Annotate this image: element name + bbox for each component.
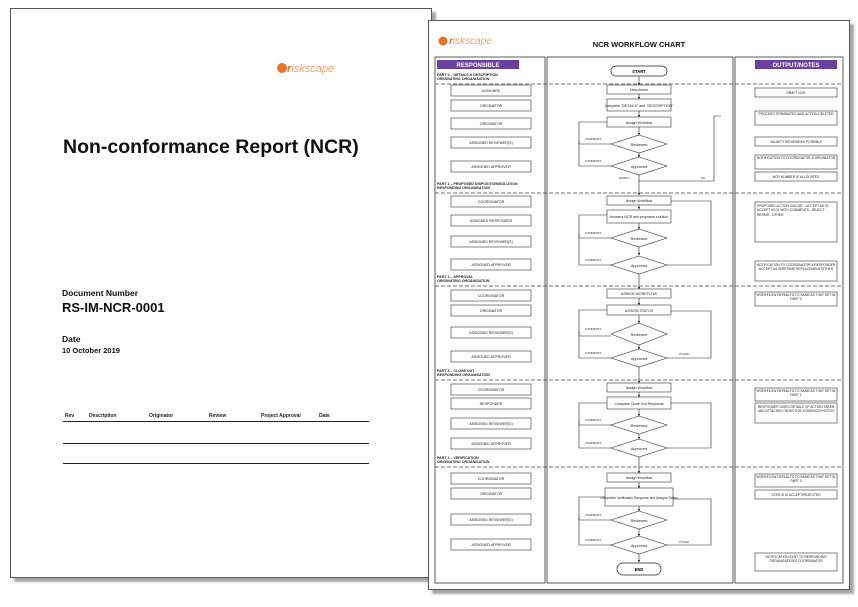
- section-title: PART 2 – APPROVAL: [437, 275, 474, 279]
- svg-text:ORIGINATOR: ORIGINATOR: [479, 309, 503, 313]
- flow-label: NO: [701, 176, 706, 180]
- svg-text:Reviewed: Reviewed: [630, 143, 648, 147]
- process-box: [607, 210, 671, 223]
- process-box: [605, 99, 674, 111]
- note-box: NOTIFICATION TO COORDINATOR & RESPONDER ACCEPT AS IS/REPAIR/ REPLACEMENT/OTHER: [755, 261, 837, 281]
- col-originator: Originator: [149, 413, 174, 419]
- responsible-box: [451, 100, 531, 111]
- process-box: [607, 85, 671, 94]
- svg-text:ASSIGNED APPROVER: ASSIGNED APPROVER: [471, 543, 511, 547]
- svg-text:ASSIGNEE: ASSIGNEE: [481, 89, 501, 93]
- svg-text:ORIGINATOR: ORIGINATOR: [479, 492, 503, 496]
- responsible-box: [451, 384, 531, 395]
- svg-text:VALIDITY REVIEWERS POSSIBLE: VALIDITY REVIEWERS POSSIBLE: [769, 140, 823, 144]
- responsible-box: [451, 161, 531, 172]
- col-description: Description: [89, 413, 117, 419]
- note-box: WORKFLOW DEFAULTS TO SAME AS THAT SET IN PART 0: [755, 474, 837, 487]
- flow-label: COMMENTS: [585, 327, 602, 331]
- decision-approved: [611, 349, 667, 367]
- decision-reviewed: [611, 416, 667, 434]
- revision-table-header: [63, 413, 369, 422]
- decision-reviewed: [611, 511, 667, 529]
- svg-text:Complete Close Out Response: Complete Close Out Response: [614, 402, 664, 406]
- svg-text:ASSIGNED APPROVER: ASSIGNED APPROVER: [471, 355, 511, 359]
- note-box: WORKFLOW DEFAULTS TO SAME AS THAT SET IN PART 0: [755, 292, 837, 306]
- table-row: [63, 463, 369, 464]
- responsible-box: [451, 488, 531, 499]
- svg-text:New Action: New Action: [630, 88, 648, 92]
- doc-number-label: Document Number: [62, 288, 139, 298]
- svg-text:Assign Workflow: Assign Workflow: [625, 386, 653, 390]
- svg-text:ASSIGNED REVIEWER(S): ASSIGNED REVIEWER(S): [469, 141, 513, 145]
- responsible-box: [451, 196, 531, 207]
- responsible-box: [451, 236, 531, 247]
- svg-text:END: END: [634, 567, 644, 572]
- cover-page: [10, 8, 432, 578]
- responsible-box: [451, 398, 531, 409]
- svg-text:Reviewed: Reviewed: [630, 424, 648, 428]
- process-box: [600, 488, 678, 506]
- col-review: Review: [209, 413, 227, 419]
- responsible-box: [451, 137, 531, 148]
- svg-text:ORIGINATOR: ORIGINATOR: [479, 122, 503, 126]
- responsible-box: [451, 438, 531, 449]
- responsible-box: [451, 327, 531, 338]
- section-title: PART 0 – DETAILS & DESCRIPTION: [437, 73, 498, 77]
- svg-text:ASSIGNED REVIEWER(S): ASSIGNED REVIEWER(S): [469, 240, 513, 244]
- responsible-box: [451, 351, 531, 362]
- svg-text:ORIGINATOR: ORIGINATOR: [479, 104, 503, 108]
- note-box: [755, 137, 837, 146]
- svg-text:Reviewed: Reviewed: [630, 237, 648, 241]
- decision-approved: [611, 157, 667, 175]
- responsible-box: [451, 290, 531, 301]
- note-box: NOTIFICATION TO COORDINATOR & ORIGINATOR: [755, 155, 837, 169]
- svg-text:COORDINATOR: COORDINATOR: [477, 388, 505, 392]
- process-box: [607, 305, 671, 315]
- flow-label: OTHER: [679, 540, 689, 544]
- flow-label: COMMENTS: [585, 441, 602, 445]
- svg-text:Reviewed: Reviewed: [630, 333, 648, 337]
- note-box: WORKFLOW DEFAULTS TO SAME AS THAT SET IN PART 1: [755, 388, 837, 401]
- process-box: [607, 117, 671, 127]
- svg-text:NCR NUMBER IS ALLOCATED: NCR NUMBER IS ALLOCATED: [772, 175, 820, 179]
- note-box: RESPONDER GIVES DETAILS OF ACTION TAKEN AND ATTACHES OBJECTIVE EVIDENCE/PHOTOS: [755, 403, 837, 423]
- note-box: [755, 88, 837, 97]
- flow-label: COMMENTS: [585, 137, 602, 141]
- flow-label: COMMENTS: [585, 159, 602, 163]
- svg-text:ASSIGNED REVIEWER(S): ASSIGNED REVIEWER(S): [469, 518, 513, 522]
- note-box: [755, 172, 837, 181]
- responsible-box: [451, 118, 531, 129]
- date-value: 10 October 2019: [62, 346, 120, 355]
- svg-text:STATUS IS ACCEPT/REJECTED: STATUS IS ACCEPT/REJECTED: [771, 493, 821, 497]
- section-title: PART 4 – VERIFICATION: [437, 456, 479, 460]
- col-rev: Rev: [65, 413, 75, 419]
- svg-text:Completes Verification Respons: Completes Verification Response and Assigns Status: [600, 496, 678, 500]
- svg-text:Approved: Approved: [630, 165, 648, 169]
- svg-text:Assign Workflow: Assign Workflow: [625, 199, 653, 203]
- process-box: [607, 473, 671, 482]
- process-box: [607, 397, 671, 409]
- process-box: [607, 196, 671, 205]
- flow-label: COMMENTS: [585, 538, 602, 542]
- page-title: Non-conformance Report (NCR): [63, 136, 359, 158]
- svg-text:Assign Workflow: Assign Workflow: [625, 476, 653, 480]
- col-project-approval: Project Approval: [261, 413, 301, 419]
- logo-icon: [439, 37, 448, 46]
- responsible-header-text: RESPONSIBLE: [456, 63, 500, 69]
- section-title: PART 1 – PROPOSED DISPOSITION/SOLUTION: [437, 182, 518, 186]
- svg-text:Approved: Approved: [630, 264, 648, 268]
- chart-logo: riskscape: [449, 36, 492, 47]
- flow-label: COMMENTS: [585, 418, 602, 422]
- svg-text:Complete "DETAILS" and "DESCRI: Complete "DETAILS" and "DESCRIPTION": [604, 104, 674, 108]
- decision-approved: [611, 256, 667, 274]
- flow-label: OTHER: [679, 352, 689, 356]
- responsible-box: [451, 539, 531, 550]
- section-title: PART 3 – CLOSE OUT: [437, 369, 475, 373]
- responsible-box: [451, 305, 531, 316]
- workflow-chart-page: [428, 20, 850, 590]
- company-logo: riskscape: [277, 63, 334, 75]
- doc-number: RS-IM-NCR-0001: [62, 300, 165, 315]
- note-box: PROPOSED ACTION CAN BE: - ACCEPT AS IS - ACCEPT AS IS WITH COMMENTS - REJECT - REPAIR - OTHER: [755, 202, 837, 242]
- flow-label: COMMENTS: [585, 351, 602, 355]
- svg-text:Answers NCR and proposes solut: Answers NCR and proposes solution: [609, 215, 669, 219]
- date-label: Date: [62, 334, 81, 344]
- flow-label: REJECT: [619, 176, 630, 180]
- svg-text:Approved: Approved: [630, 357, 648, 361]
- svg-text:ASSIGNED APPROVER: ASSIGNED APPROVER: [471, 263, 511, 267]
- flow-label: COMMENTS: [585, 513, 602, 517]
- svg-text:ASSIGNED APPROVER: ASSIGNED APPROVER: [471, 442, 511, 446]
- svg-text:ASSIGNED REVIEWER(S): ASSIGNED REVIEWER(S): [469, 422, 513, 426]
- flow-label: COMMENTS: [585, 231, 602, 235]
- responsible-box: [451, 215, 531, 226]
- responsible-box: [451, 259, 531, 270]
- decision-reviewed: [611, 229, 667, 247]
- svg-text:ASSIGNED APPROVER: ASSIGNED APPROVER: [471, 165, 511, 169]
- table-row: [63, 443, 369, 444]
- notes-header-text: OUTPUT/NOTES: [772, 63, 820, 69]
- process-box: [607, 289, 671, 298]
- svg-text:Reviewed: Reviewed: [630, 519, 648, 523]
- decision-reviewed: [611, 135, 667, 153]
- svg-text:Approved: Approved: [630, 447, 648, 451]
- svg-text:Assign Workflow: Assign Workflow: [625, 121, 653, 125]
- section-subtitle: ORIGINATING ORGANISATION: [437, 460, 490, 464]
- chart-title: NCR WORKFLOW CHART: [592, 40, 686, 49]
- svg-text:RESPONDER: RESPONDER: [479, 402, 503, 406]
- svg-text:START: START: [632, 69, 646, 74]
- note-box: NOTIFICATION SENT TO RESPONDING ORGANISATION'S COORDINATOR: [755, 553, 837, 571]
- start-node: [611, 66, 667, 76]
- flow-label: COMMENTS: [585, 258, 602, 262]
- process-box: [607, 383, 671, 392]
- decision-approved: [611, 439, 667, 457]
- responsible-box: [451, 473, 531, 484]
- section-subtitle: ORIGINATING ORGANISATION: [437, 77, 490, 81]
- workflow-diagram: [429, 21, 849, 589]
- svg-text:COORDINATOR: COORDINATOR: [477, 200, 505, 204]
- svg-text:COORDINATOR: COORDINATOR: [477, 477, 505, 481]
- responsible-column: [435, 57, 545, 583]
- responsible-box: [451, 514, 531, 525]
- responsible-box: [451, 85, 531, 96]
- section-subtitle: RESPONDING ORGANISATION: [437, 186, 490, 190]
- notes-column: [735, 57, 843, 583]
- section-subtitle: ORIGINATING ORGANISATION: [437, 279, 490, 283]
- end-node: [617, 563, 661, 575]
- svg-text:ASSIGNED REVIEWER(S): ASSIGNED REVIEWER(S): [469, 331, 513, 335]
- section-subtitle: RESPONDING ORGANISATION: [437, 373, 490, 377]
- responsible-box: [451, 418, 531, 429]
- svg-text:ASSIGNED RESPONDER: ASSIGNED RESPONDER: [469, 219, 513, 223]
- svg-text:Approved: Approved: [630, 544, 648, 548]
- svg-text:COORDINATOR: COORDINATOR: [477, 294, 505, 298]
- col-date: Date: [319, 413, 330, 419]
- svg-text:ASSIGN WORKFLOW: ASSIGN WORKFLOW: [620, 292, 658, 296]
- decision-approved: [611, 536, 667, 554]
- note-box: [755, 490, 837, 499]
- svg-text:ASSIGN STATUS: ASSIGN STATUS: [624, 309, 654, 313]
- svg-text:DRAFT NCR: DRAFT NCR: [786, 91, 806, 95]
- note-box: PROCESS TERMINATED AND ACTION DELETED: [755, 111, 837, 125]
- decision-reviewed: [611, 323, 667, 345]
